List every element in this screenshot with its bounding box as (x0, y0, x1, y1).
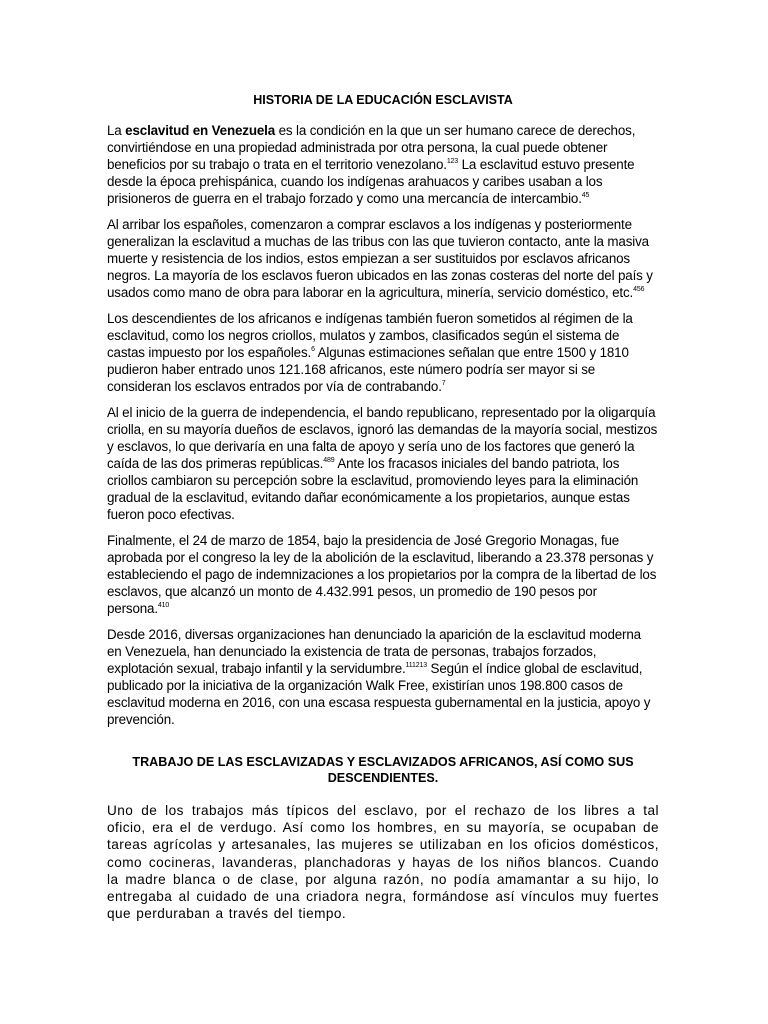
paragraph-4-text-1: Al el inicio de la guerra de independencia, el bando republicano, representado por la oligarquía criolla, en su mayoría dueños de esclavos, ignoró las demandas de la mayoría social, mestizos y esclavos, lo que derivaría en una falta de apoyo y sería uno de los factores que generó la caída de las dos primeras repúblicas. (107, 405, 658, 471)
footnote-ref[interactable]: 6 (311, 346, 315, 353)
footnote-ref[interactable]: 456 (633, 286, 645, 293)
document-title: HISTORIA DE LA EDUCACIÓN ESCLAVISTA (253, 93, 513, 107)
paragraph-5-text: Finalmente, el 24 de marzo de 1854, bajo la presidencia de José Gregorio Monagas, fue aprobada por el congreso la ley de la abolición de la esclavitud, liberando a 23.378 personas y estableciendo el pago de indemnizaciones a los propietarios por la compra de la libertad de los esclavos, que alcanzó un monto de 4.432.991 pesos, un promedio de 190 pesos por persona. (107, 533, 657, 616)
paragraph-3-text-1: Los descendientes de los africanos e indígenas también fueron sometidos al régimen de la esclavitud, como los negros criollos, mulatos y zambos, clasificados según el sistema de castas impuesto por los españoles. (107, 311, 633, 360)
paragraph-1-bold: esclavitud en Venezuela (125, 123, 276, 138)
footnote-ref[interactable]: 111213 (405, 662, 427, 669)
paragraph-1-text-1: es la condición en la que un ser humano carece de derechos, convirtiéndose en una propiedad administrada por otra persona, la cual puede obtener beneficios por su trabajo o trata en el territorio venezolano. (107, 123, 636, 172)
paragraph-6-text-1: Desde 2016, diversas organizaciones han denunciado la aparición de la esclavitud moderna en Venezuela, han denunciado la existencia de trata de personas, trabajos forzados, explotación sexual, trabajo infantil y la servidumbre. (107, 627, 641, 676)
footnote-ref[interactable]: 489 (323, 457, 335, 464)
paragraph-7: Uno de los trabajos más típicos del esclavo, por el rechazo de los libres a tal oficio, era el de verdugo. Así como los hombres, en su mayoría, se ocupaban de tareas agrícolas y artesanales, las mujeres se utilizaban en los oficios domésticos, como cocineras, lavanderas, planchadoras y hayas de los niños blancos. Cuando la madre blanca o de clase, por alguna razón, no podía amamantar a su hijo, lo entregaba al cuidado de una criadora negra, formándose así vínculos muy fuertes que perduraban a través del tiempo. (107, 803, 659, 922)
footnote-ref[interactable]: 123 (446, 158, 459, 165)
footnote-ref[interactable]: 45 (581, 192, 590, 199)
section-title: TRABAJO DE LAS ESCLAVIZADAS Y ESCLAVIZADOS AFRICANOS, ASÍ COMO SUS DESCENDIENTES. (132, 755, 634, 785)
paragraph-4-text-2: Ante los fracasos iniciales del bando patriota, los criollos cambiaron su percepción sobre la esclavitud, promoviendo leyes para la eliminación gradual de la esclavitud, evitando dañar económicamente a los propietarios, aunque estas fueron poco efectivas. (107, 456, 639, 522)
footnote-ref[interactable]: 410 (157, 602, 170, 609)
paragraph-1 (107, 122, 659, 207)
paragraph-3 (107, 310, 659, 395)
paragraph-3-text-2: Algunas estimaciones señalan que entre 1500 y 1810 pudieron haber entrado unos 121.168 africanos, este número podría ser mayor si se consideran los esclavos entrados por vía de contrabando. (107, 345, 629, 394)
paragraph-1-text-2: La esclavitud estuvo presente desde la época prehispánica, cuando los indígenas arahuacos y caribes usaban a los prisioneros de guerra en el trabajo forzado y como una mercancía de intercambio. (107, 157, 635, 206)
paragraph-6 (107, 626, 659, 728)
footnote-ref[interactable]: 7 (441, 380, 446, 387)
paragraph-2-text: Al arribar los españoles, comenzaron a comprar esclavos a los indígenas y posteriormente generalizan la esclavitud a muchas de las tribus con las que tuvieron contacto, ante la masiva muerte y resistencia de los indios, estos empiezan a ser sustituidos por esclavos africanos negros. La mayoría de los esclavos fueron ubicados en las zonas costeras del norte del país y usados como mano de obra para laborar en la agricultura, minería, servicio doméstico, etc. (107, 217, 653, 300)
paragraph-5 (107, 532, 659, 617)
paragraph-1-lead: La (107, 123, 126, 138)
paragraph-4 (107, 404, 659, 523)
document-page (107, 92, 659, 922)
paragraph-6-text-2: Según el índice global de esclavitud, publicado por la iniciativa de la organización Walk Free, existirían unos 198.800 casos de esclavitud moderna en 2016, con una escasa respuesta gubernamental en la justicia, apoyo y prevención. (107, 661, 651, 727)
paragraph-2 (107, 216, 659, 301)
